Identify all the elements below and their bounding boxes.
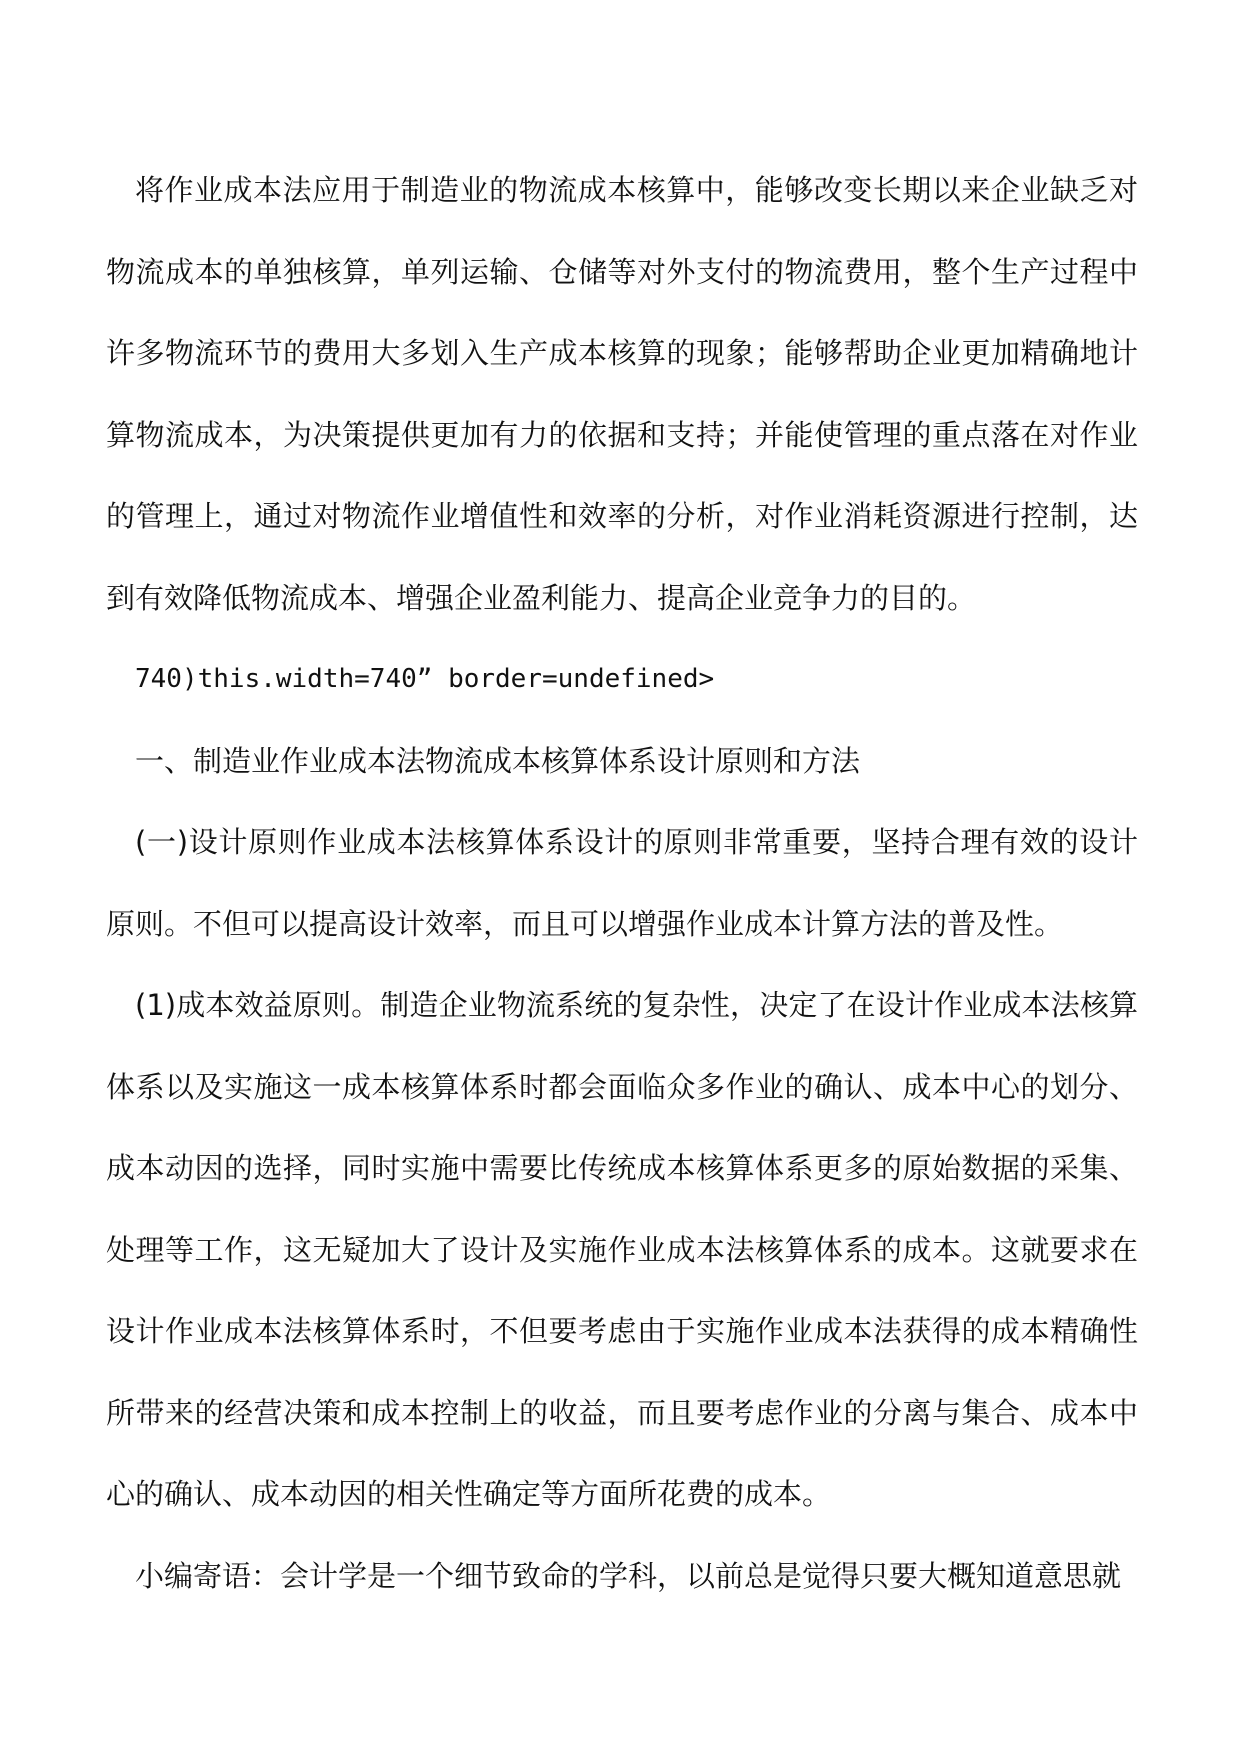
paragraph-intro: 将作业成本法应用于制造业的物流成本核算中，能够改变长期以来企业缺乏对物流成本的单独核算，单列运输、仓储等对外支付的物流费用，整个生产过程中许多物流环节的费用大多划入生产成本核算的现象；能够帮助企业更加精确地计算物流成本，为决策提供更加有力的依据和支持；并能使管理的重点落在对作业的管理上，通过对物流作业增值性和效率的分析，对作业消耗资源进行控制，达到有效降低物流成本、增强企业盈利能力、提高企业竞争力的目的。 xyxy=(106,173,1138,615)
paragraph-design-principles: (一)设计原则作业成本法核算体系设计的原则非常重要，坚持合理有效的设计原则。不但可以提高设计效率，而且可以增强作业成本计算方法的普及性。 xyxy=(106,825,1138,941)
section-heading: 一、制造业作业成本法物流成本核算体系设计原则和方法 xyxy=(135,743,861,778)
document-body xyxy=(106,150,1138,1617)
paragraph-code-residue: 740)this.width=740” border=undefined> xyxy=(135,664,715,694)
paragraph-editor-note: 小编寄语：会计学是一个细节致命的学科，以前总是觉得只要大概知道意思就 xyxy=(135,1558,1122,1593)
paragraph-cost-benefit: (1)成本效益原则。制造企业物流系统的复杂性，决定了在设计作业成本法核算体系以及实施这一成本核算体系时都会面临众多作业的确认、成本中心的划分、成本动因的选择，同时实施中需要比传统成本核算体系更多的原始数据的采集、处理等工作，这无疑加大了设计及实施作业成本法核算体系的成本。这就要求在设计作业成本法核算体系时，不但要考虑由于实施作业成本法获得的成本精确性所带来的经营决策和成本控制上的收益，而且要考虑作业的分离与集合、成本中心的确认、成本动因的相关性确定等方面所花费的成本。 xyxy=(106,988,1138,1511)
